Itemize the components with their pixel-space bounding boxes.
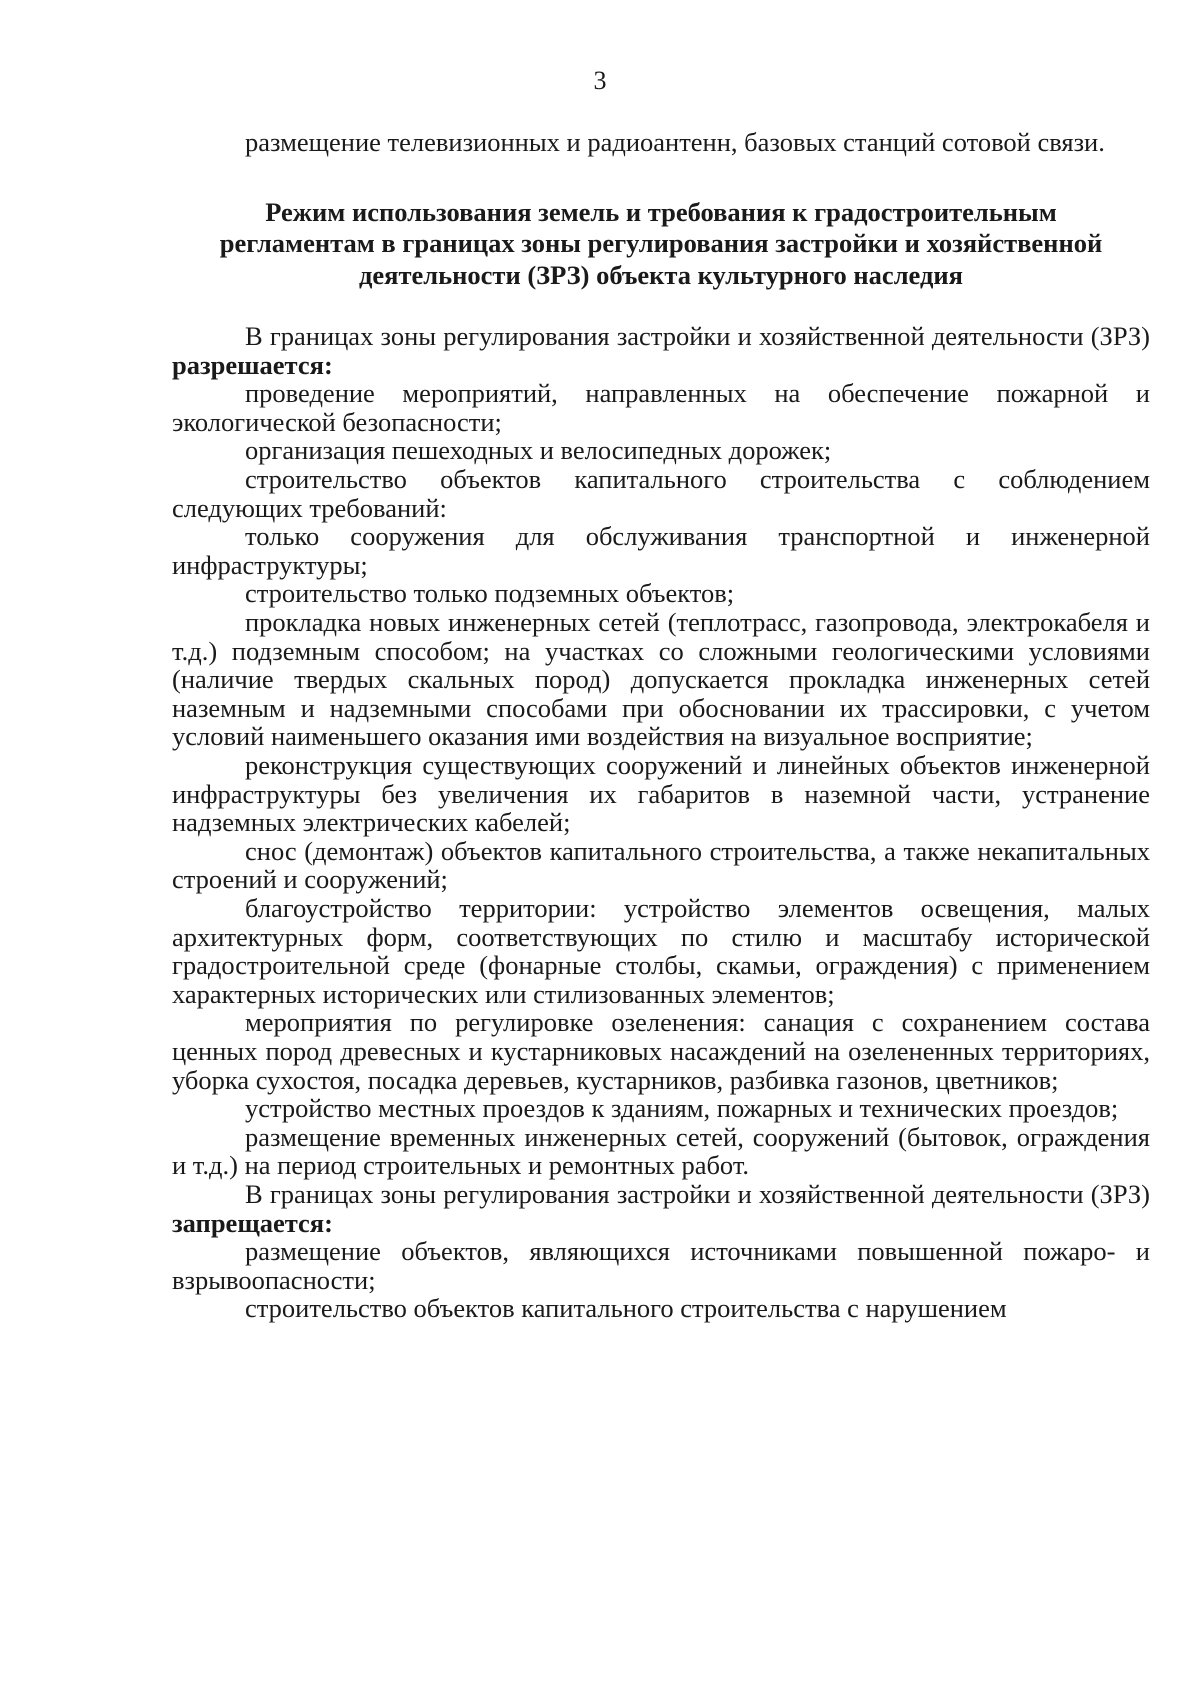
intro-paragraph: размещение телевизионных и радиоантенн, базовых станций сотовой связи. — [245, 127, 1105, 157]
list-item: организация пешеходных и велосипедных дорожек; — [245, 435, 832, 466]
heading-line-2: регламентам в границах зоны регулирования застройки и хозяйственной — [219, 228, 1103, 259]
allowed-intro-text: В границах зоны регулирования застройки и хозяйственной деятельности (ЗРЗ) — [245, 321, 1150, 352]
list-item: устройство местных проездов к зданиям, пожарных и технических проездов; — [245, 1093, 1119, 1124]
allowed-keyword: разрешается: — [172, 349, 333, 380]
list-item: строительство только подземных объектов; — [245, 578, 735, 609]
list-item: только сооружения для обслуживания транспортной и инженерной инфраструктуры; — [172, 521, 1150, 580]
heading-line-1: Режим использования земель и требования к градостроительным — [265, 196, 1057, 227]
list-item: мероприятия по регулировке озеленения: санация с сохранением состава ценных пород древесных и кустарниковых насаждений на озелененных территориях, уборка сухостоя, посадка деревьев, кустарников, разбивка газонов, цветников; — [172, 1007, 1150, 1095]
list-item: строительство объектов капитального строительства с соблюдением следующих требований: — [172, 464, 1150, 523]
page-number: 3 — [593, 66, 607, 95]
list-item: строительство объектов капитального строительства с нарушением — [245, 1293, 1007, 1324]
list-item: реконструкция существующих сооружений и линейных объектов инженерной инфраструктуры без увеличения их габаритов в наземной части, устранение надземных электрических кабелей; — [172, 750, 1150, 838]
section-heading — [172, 197, 1150, 292]
list-item: размещение объектов, являющихся источниками повышенной пожаро- и взрывоопасности; — [172, 1236, 1150, 1295]
prohibited-intro-text: В границах зоны регулирования застройки и хозяйственной деятельности (ЗРЗ) — [245, 1178, 1150, 1209]
document-body — [172, 128, 1150, 1323]
allowed-intro-paragraph — [172, 322, 1150, 379]
list-item: прокладка новых инженерных сетей (теплотрасс, газопровода, электрокабеля и т.д.) подземным способом; на участках со сложными геологическими условиями (наличие твердых скальных пород) допускается прокладка инженерных сетей наземным и надземными способами при обосновании их трассировки, с учетом условий наименьшего оказания ими воздействия на визуальное восприятие; — [172, 607, 1150, 752]
heading-line-3: деятельности (ЗРЗ) объекта культурного наследия — [358, 259, 963, 290]
prohibited-keyword: запрещается: — [172, 1207, 333, 1238]
list-item: благоустройство территории: устройство элементов освещения, малых архитектурных форм, соответствующих по стилю и масштабу исторической градостроительной среде (фонарные столбы, скамьи, ограждения) с применением характерных исторических или стилизованных элементов; — [172, 892, 1150, 1009]
prohibited-intro-paragraph — [172, 1180, 1150, 1237]
list-item: проведение мероприятий, направленных на обеспечение пожарной и экологической безопасности; — [172, 378, 1150, 437]
list-item: снос (демонтаж) объектов капитального строительства, а также некапитальных строений и сооружений; — [172, 835, 1150, 895]
list-item: размещение временных инженерных сетей, сооружений (бытовок, ограждения и т.д.) на период строительных и ремонтных работ. — [172, 1121, 1150, 1181]
